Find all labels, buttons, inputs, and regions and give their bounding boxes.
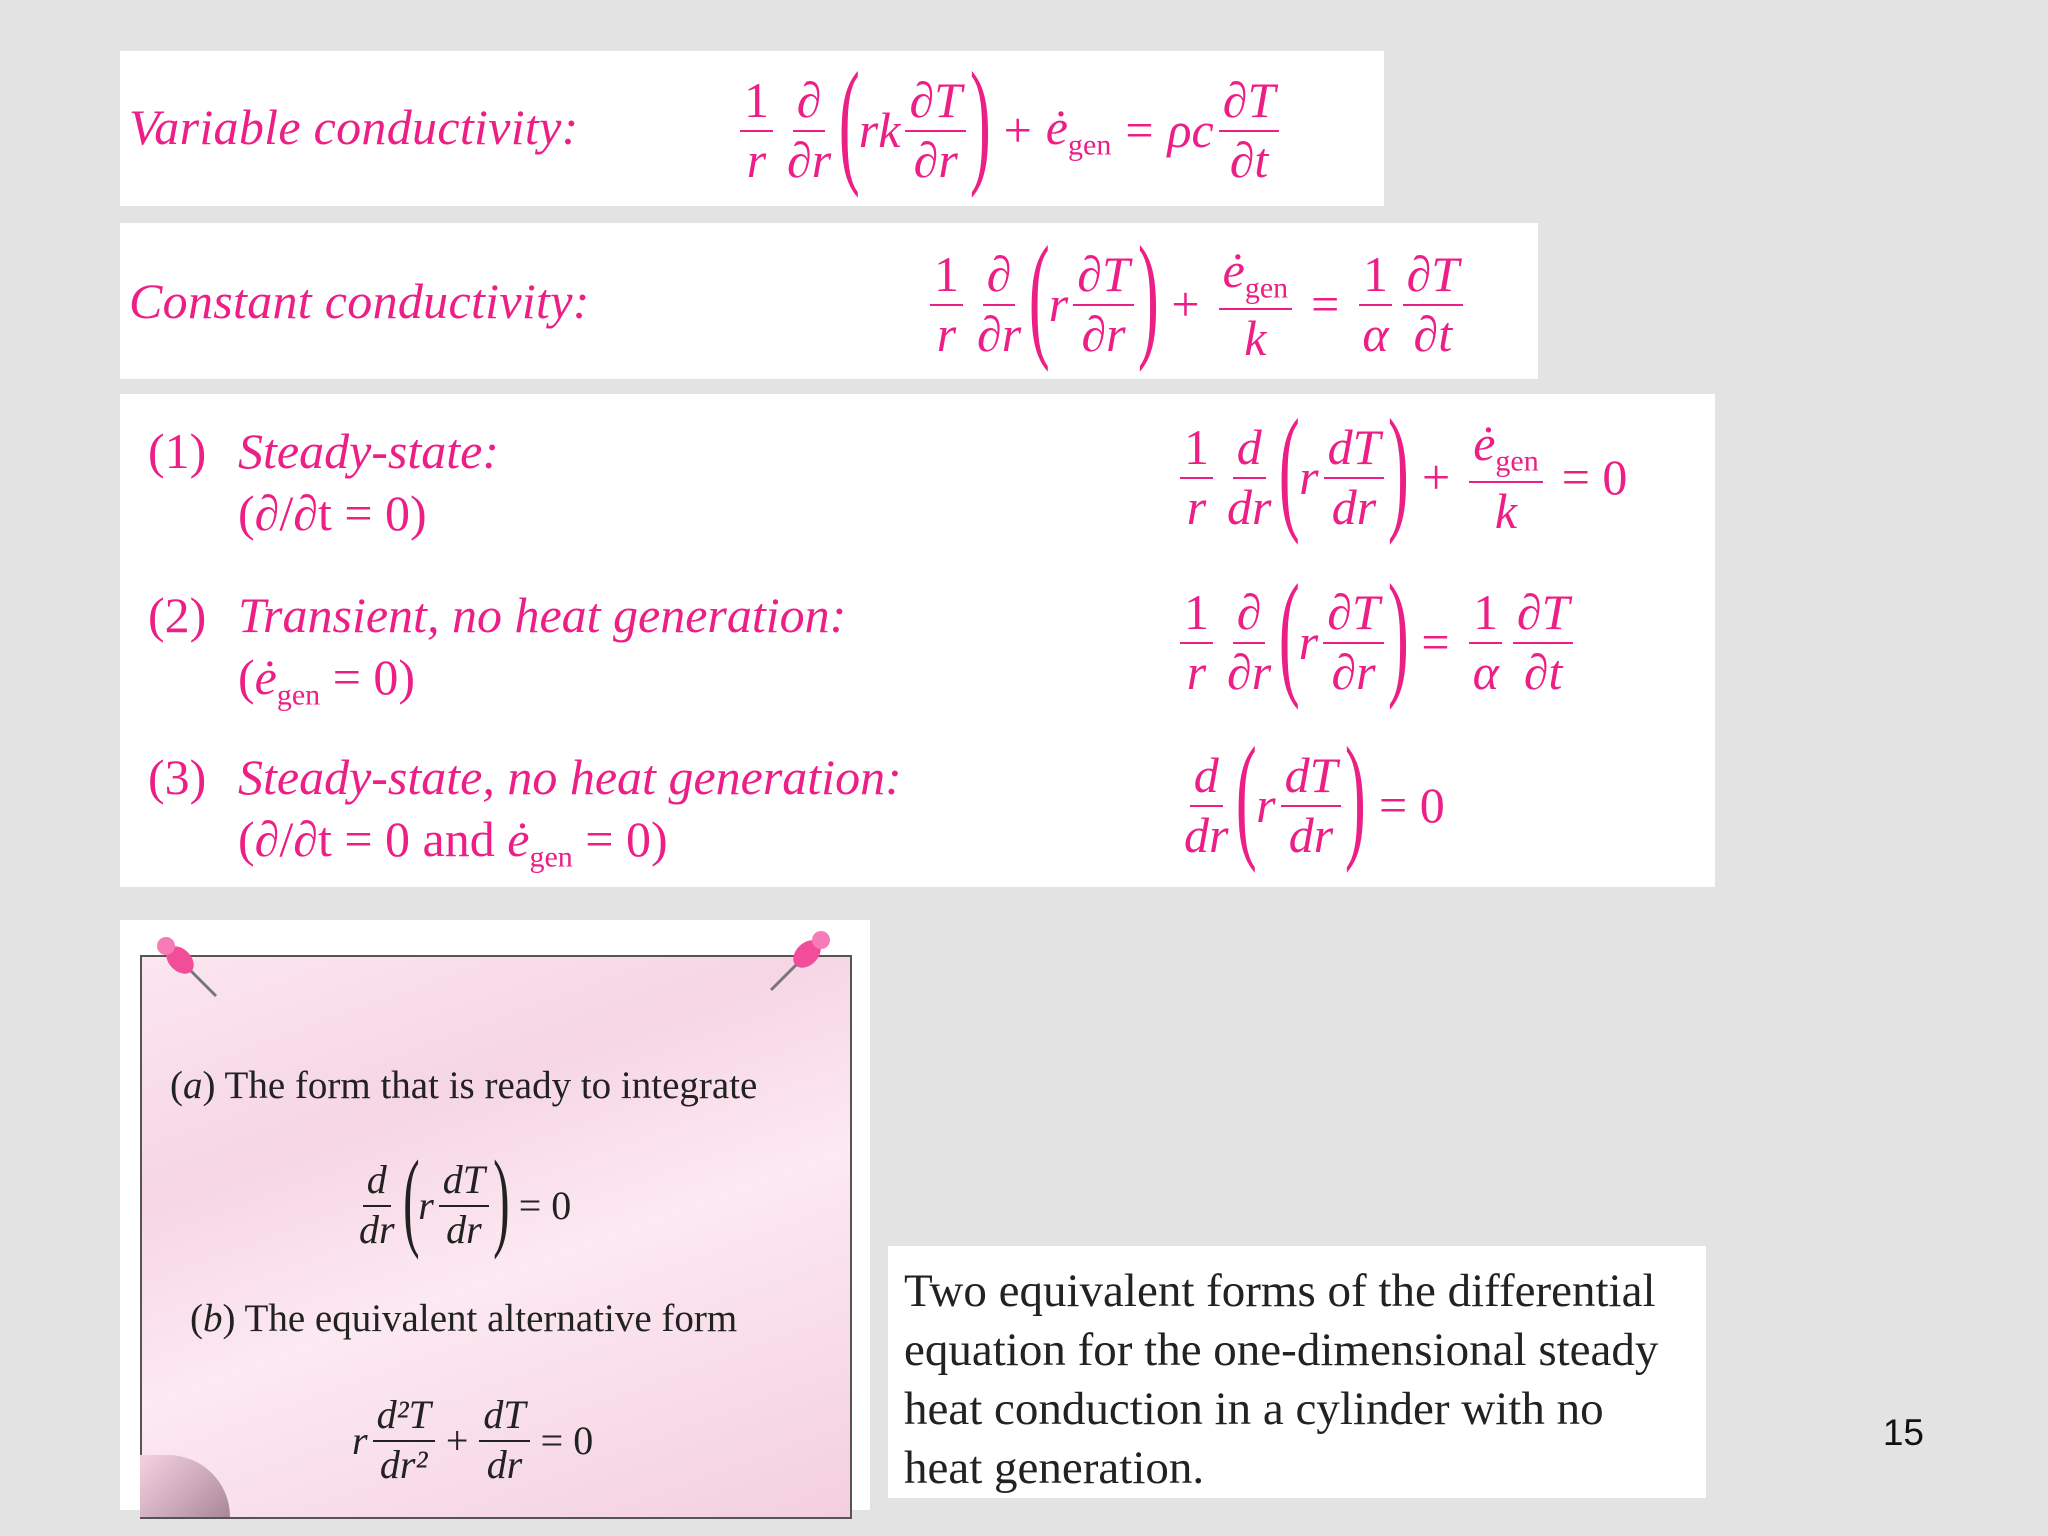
- note-form-b-label: (b) The equivalent alternative form: [190, 1297, 738, 1340]
- pushpin-icon: [152, 932, 222, 1002]
- case-title: Steady-state, no heat generation:: [238, 749, 902, 805]
- case-title: Transient, no heat generation:: [238, 587, 847, 643]
- case-1-equation: $\frac{1}{r}$ $\frac{d}{dr}$ ( r $\frac{dT}{dr}$ ) + $\frac{ė_{gen}}{k}$ = 0: [1175, 415, 1641, 539]
- constant-conductivity-equation: $\frac{1}{r}$ $\frac{\partial}{\partial r}$ ( r $\frac{\partial T}{\partial r}$ ) + $\frac{ė_{gen}}{k}$ = $\frac{1}{\alpha}$ $\frac{\partial T}{\partial t}$: [925, 242, 1468, 366]
- variable-conductivity-equation: $\frac{1}{r}$ $\frac{\partial}{\partial r}$ ( rk $\frac{\partial T}{\partial r}$ ) + $ė_{gen}$ = ρc $\frac{\partial T}{\partial t}$: [735, 68, 1284, 192]
- note-form-a-equation: $\frac{d}{dr}$ ( r $\frac{dT}{dr}$ ) = 0: [359, 1138, 572, 1260]
- page-number: 15: [1882, 1412, 1924, 1453]
- variable-conductivity-label: Variable conductivity:: [129, 99, 579, 155]
- case-condition: $(ė_{gen} = 0)$: [238, 649, 416, 712]
- figure-caption: Two equivalent forms of the differential equation for the one-dimensional steady heat conduction in a cylinder with no heat generation.: [888, 1246, 1706, 1498]
- note-form-b-equation: r $\frac{\text{d²T}}{\text{dr²}}$ + $\frac{dT}{dr}$ = 0: [352, 1392, 594, 1487]
- case-number: (1): [148, 423, 207, 479]
- case-number: (2): [148, 587, 207, 643]
- case-condition: (∂/∂t = 0): [238, 485, 427, 541]
- constant-conductivity-label: Constant conductivity:: [129, 273, 590, 329]
- case-condition: (∂/∂t = 0 and $ė_{gen} = 0$): [238, 811, 668, 874]
- note-form-a-label: (a) The form that is ready to integrate: [170, 1064, 758, 1107]
- case-number: (3): [148, 749, 207, 805]
- pushpin-icon: [765, 926, 835, 996]
- case-3-equation: $\frac{d}{dr}$ ( r $\frac{dT}{dr}$ ) = 0: [1184, 719, 1445, 874]
- case-2-equation: $\frac{1}{r}$ $\frac{\partial}{\partial r}$ ( r $\frac{\partial T}{\partial r}$ ) = $\frac{1}{\alpha}$ $\frac{\partial T}{\partial t}$: [1175, 580, 1578, 704]
- case-title: Steady-state:: [238, 423, 500, 479]
